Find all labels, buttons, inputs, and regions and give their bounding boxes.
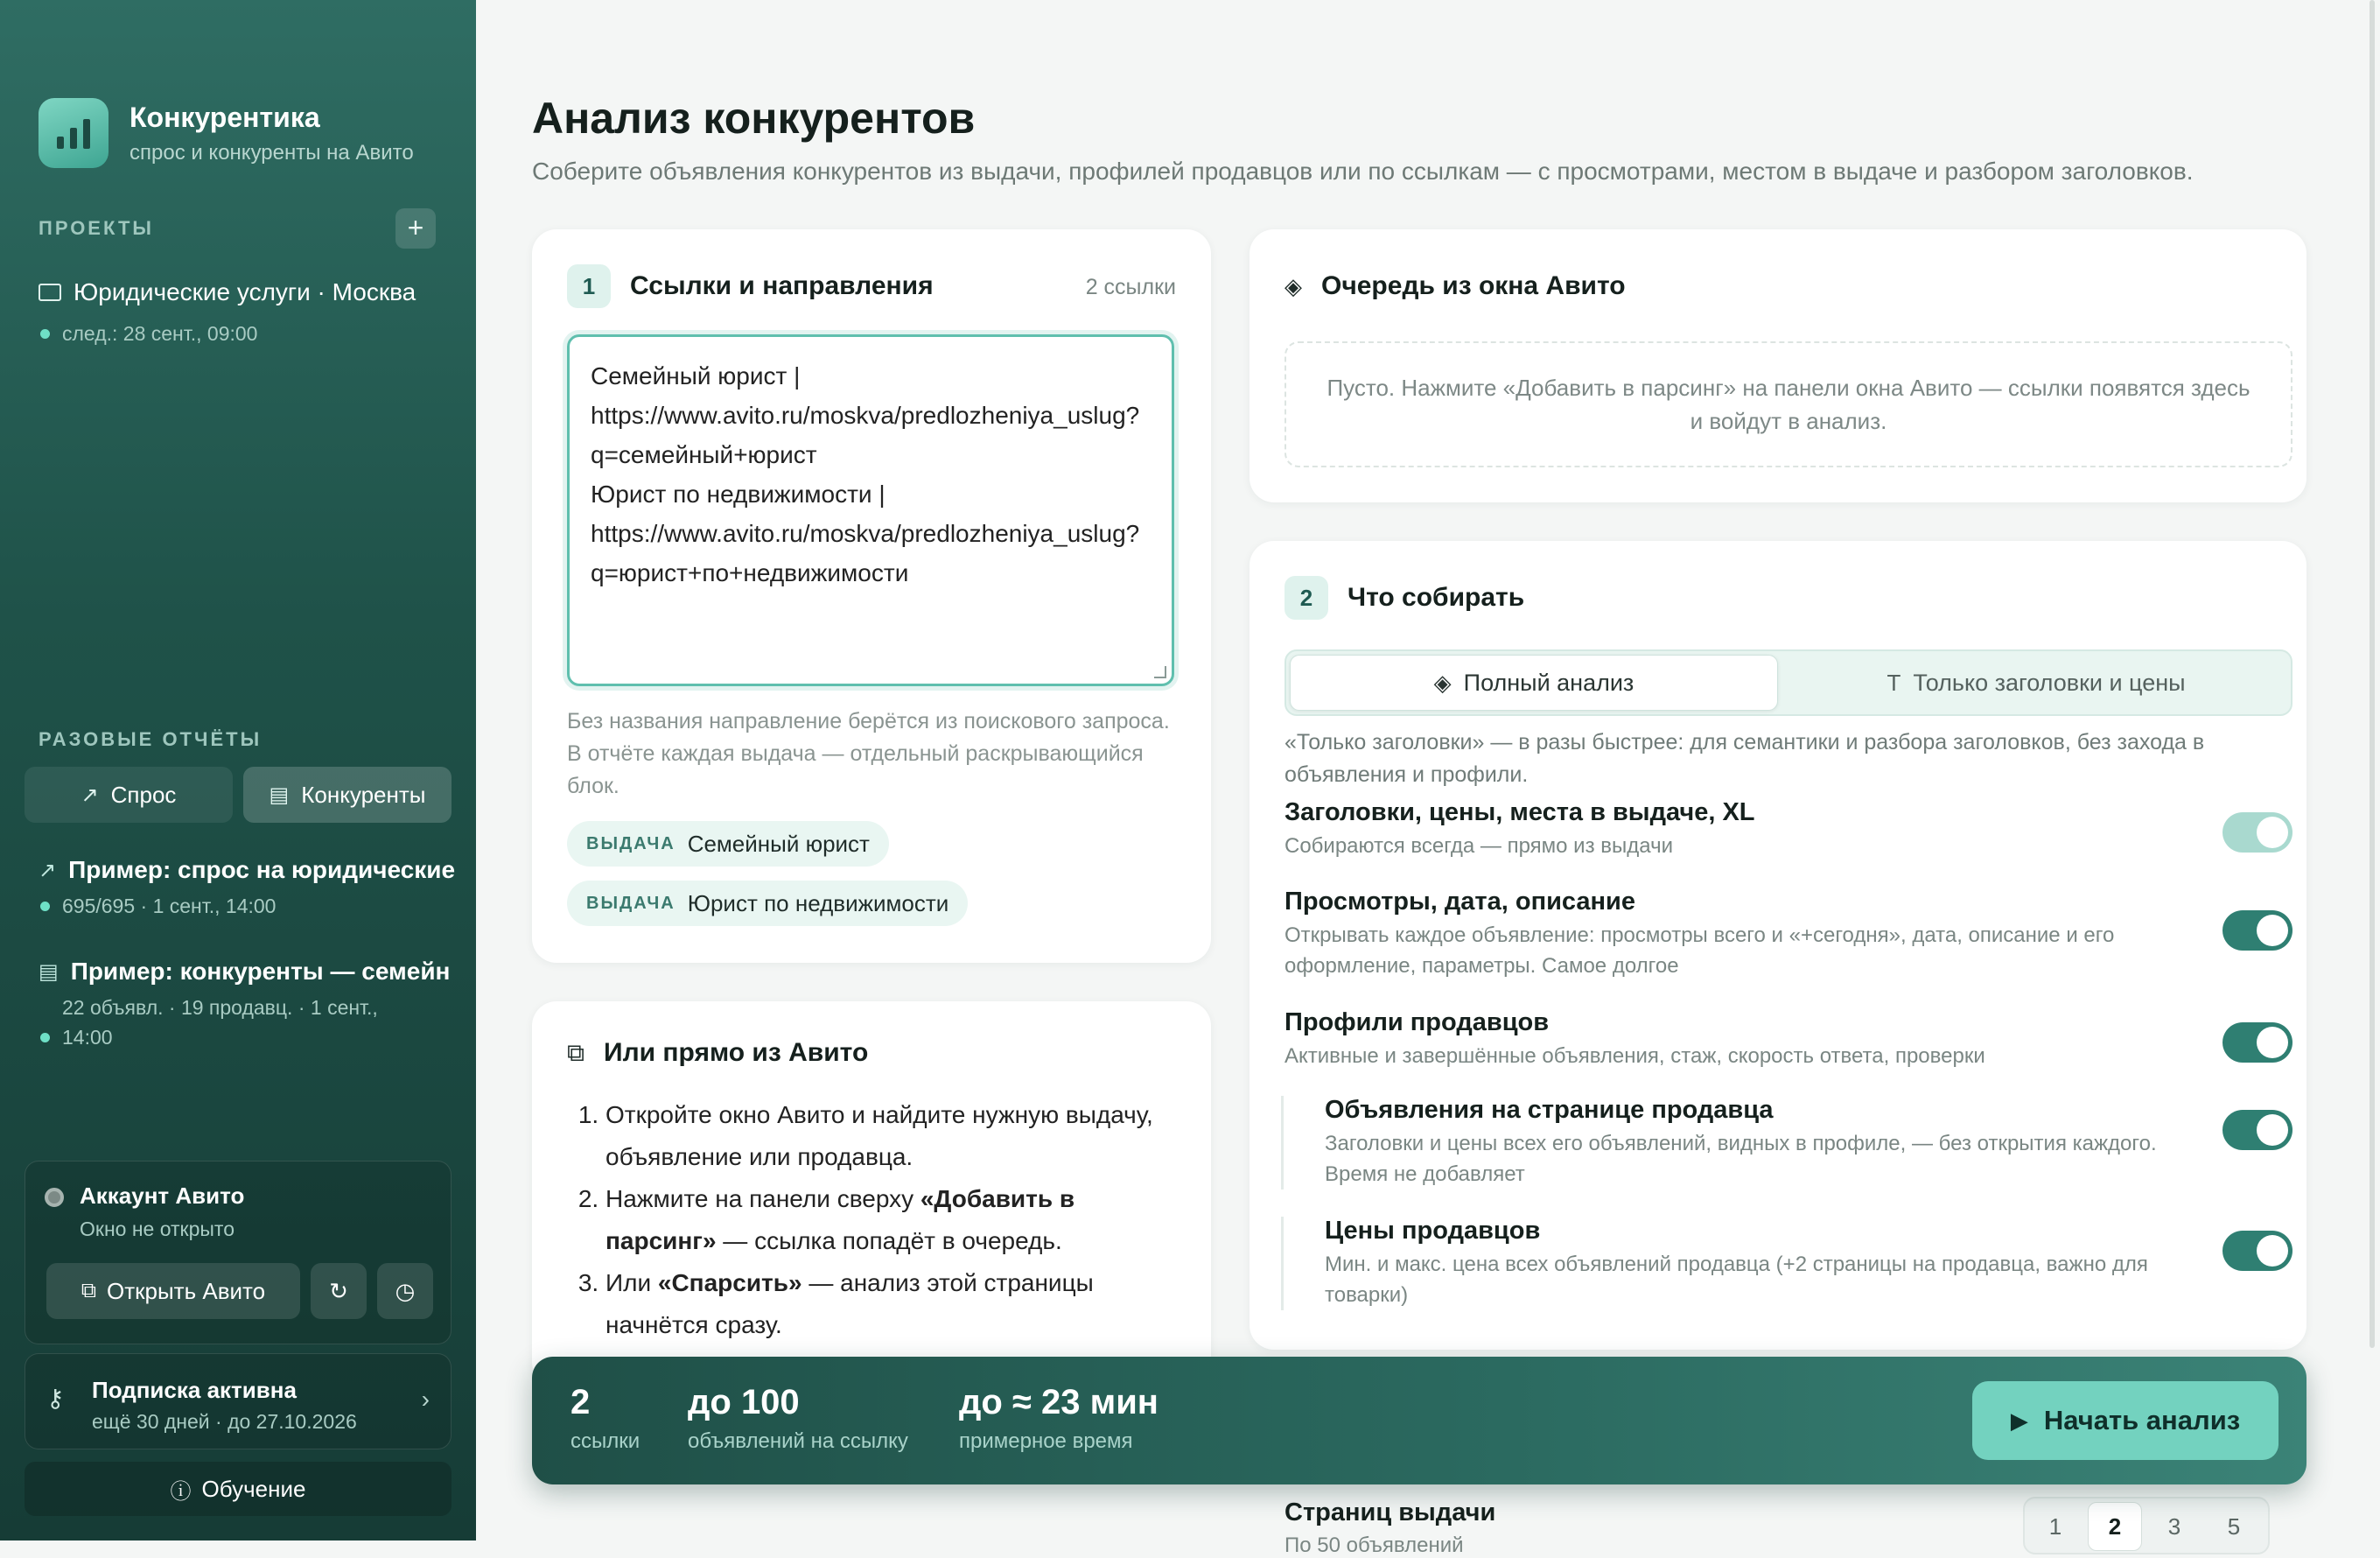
- instruction-step: 3. Или «Спарсить» — анализ этой страницы начнётся сразу.: [606, 1262, 1190, 1346]
- stat-label: примерное время: [959, 1429, 1133, 1453]
- page-option[interactable]: 1: [2048, 1512, 2062, 1540]
- direction-chip: [567, 881, 968, 926]
- option-desc: Открывать каждое объявление: просмотры всего и «+сегодня», дата, описание и его оформление, параметры. Самое долгое: [1284, 923, 2115, 978]
- links-count: 2 ссылки: [1085, 275, 1176, 299]
- chip-tag: ВЫДАЧА: [586, 833, 676, 853]
- option-title: Профили продавцов: [1284, 1008, 1550, 1036]
- start-label: Начать анализ: [2043, 1405, 2241, 1435]
- account-status: Окно не открыто: [80, 1218, 234, 1240]
- pages-title: Страниц выдачи: [1284, 1498, 1496, 1526]
- logo-chart-icon: [38, 98, 108, 168]
- refresh-button[interactable]: [311, 1263, 367, 1319]
- stat-label: объявлений на ссылку: [688, 1429, 908, 1453]
- toggle-titles-prices[interactable]: [2222, 812, 2292, 853]
- links-card-title: Ссылки и направления: [630, 271, 934, 300]
- stat-links: [570, 1383, 640, 1454]
- stat-value: до 100: [688, 1383, 800, 1421]
- option-title: Заголовки, цены, места в выдаче, XL: [1284, 798, 1755, 826]
- scrollbar[interactable]: [2370, 0, 2375, 1348]
- refresh-icon: ↻: [329, 1277, 348, 1304]
- page-title: Анализ конкурентов: [532, 94, 976, 143]
- option-seller-profiles: [1284, 1008, 2292, 1071]
- instruction-step: 1. Откройте окно Авито и найдите нужную выдачу, объявление или продавца.: [606, 1094, 1190, 1178]
- chip-value: Семейный юрист: [687, 830, 870, 857]
- status-dot: [45, 1188, 64, 1207]
- add-project-button[interactable]: +: [396, 208, 436, 249]
- links-textarea[interactable]: Семейный юрист | https://www.avito.ru/moskva/predlozheniya_uslug?q=семейный+юрист Юрист по недвижимости | https://www.avito.ru/moskva/predlozheniya_uslug?q=юрист+по+недвижимости: [567, 334, 1174, 686]
- clock-icon: ◷: [395, 1277, 416, 1304]
- learn-button[interactable]: [24, 1462, 452, 1516]
- tab-competitors[interactable]: [243, 767, 452, 823]
- report-title: Пример: конкуренты — семейн: [70, 958, 451, 985]
- analysis-mode-tabs: [1284, 649, 2292, 716]
- layers-icon: ◈: [1284, 272, 1302, 299]
- trend-icon: ↗: [80, 783, 99, 807]
- tab-competitors-label: Конкуренты: [301, 781, 426, 808]
- store-icon: ▤: [269, 783, 290, 807]
- links-card: [532, 229, 1211, 963]
- status-dot: [40, 902, 50, 911]
- report-meta: 695/695 · 1 сент., 14:00: [62, 895, 276, 917]
- brand-subtitle: спрос и конкуренты на Авито: [130, 140, 414, 165]
- collect-card-title: Что собирать: [1348, 583, 1525, 612]
- layers-icon: ◈: [1433, 669, 1452, 696]
- trend-icon: ↗: [38, 858, 57, 882]
- avito-account-panel: [24, 1161, 452, 1344]
- play-icon: ▶: [2010, 1407, 2028, 1434]
- option-titles-prices: [1284, 798, 2292, 861]
- toggle-seller-listings[interactable]: [2222, 1110, 2292, 1150]
- reports-label: РАЗОВЫЕ ОТЧЁТЫ: [38, 728, 262, 750]
- brand: [38, 98, 414, 168]
- toggle-seller-profiles[interactable]: [2222, 1022, 2292, 1063]
- learn-label: Обучение: [201, 1475, 306, 1502]
- subscription-meta: ещё 30 дней · до 27.10.2026: [92, 1410, 357, 1433]
- history-button[interactable]: [377, 1263, 433, 1319]
- text-icon: T: [1886, 669, 1901, 696]
- queue-card-title: Очередь из окна Авито: [1321, 271, 1626, 300]
- external-link-icon: ⧉: [80, 1279, 97, 1302]
- brand-title: Конкурентика: [130, 101, 320, 133]
- instructions-list: [578, 1094, 1190, 1346]
- option-title: Объявления на странице продавца: [1325, 1096, 1774, 1124]
- account-title: Аккаунт Авито: [80, 1183, 245, 1209]
- mode-note: «Только заголовки» — в разы быстрее: для семантики и разбора заголовков, без захода в объявления и профили.: [1284, 730, 2205, 787]
- queue-empty-state: Пусто. Нажмите «Добавить в парсинг» на панели окна Авито — ссылки появятся здесь и войдут в анализ.: [1284, 341, 2292, 467]
- option-title: Просмотры, дата, описание: [1284, 888, 1636, 916]
- report-item[interactable]: [38, 856, 456, 921]
- tab-titles-only[interactable]: [1792, 655, 2280, 711]
- tab-label: Только заголовки и цены: [1913, 669, 2186, 696]
- tab-label: Полный анализ: [1463, 669, 1634, 696]
- report-meta: 22 объявл. · 19 продавц. · 1 сент., 14:00: [62, 996, 378, 1049]
- page-option[interactable]: 3: [2167, 1512, 2181, 1540]
- option-seller-prices: [1325, 1217, 2292, 1310]
- external-link-icon: ⧉: [567, 1038, 584, 1066]
- page-option-selected[interactable]: 2: [2088, 1502, 2142, 1551]
- toggle-views-date[interactable]: [2222, 910, 2292, 951]
- page-option[interactable]: 5: [2227, 1512, 2241, 1540]
- start-analysis-button[interactable]: [1972, 1381, 2278, 1460]
- tab-demand[interactable]: [24, 767, 233, 823]
- subscription-panel[interactable]: [24, 1353, 452, 1449]
- tab-full-analysis[interactable]: [1290, 655, 1778, 711]
- pages-subtitle: По 50 объявлений: [1284, 1533, 1464, 1557]
- projects-label: ПРОЕКТЫ: [38, 217, 154, 239]
- report-item[interactable]: [38, 958, 451, 1052]
- project-item[interactable]: [38, 278, 450, 348]
- option-views-date: [1284, 888, 2292, 981]
- links-hint: Без названия направление берётся из поискового запроса. В отчёте каждая выдача — отдельный раскрывающийся блок.: [567, 709, 1170, 798]
- sidebar: [0, 0, 476, 1540]
- stat-value: до ≈ 23 мин: [959, 1383, 1158, 1421]
- option-desc: Активные и завершённые объявления, стаж, скорость ответа, проверки: [1284, 1044, 1985, 1068]
- stat-label: ссылки: [570, 1429, 640, 1453]
- status-dot: [40, 1033, 50, 1042]
- resize-handle[interactable]: [1154, 666, 1166, 678]
- project-meta: след.: 28 сент., 09:00: [62, 322, 258, 345]
- store-icon: ▤: [38, 959, 59, 984]
- option-desc: Мин. и макс. цена всех объявлений продавца (+2 страницы на продавца, важно для товарки): [1325, 1253, 2148, 1307]
- step-number: 2: [1284, 576, 1328, 620]
- report-title: Пример: спрос на юридические: [68, 856, 456, 883]
- direction-chip: [567, 821, 889, 867]
- toggle-seller-prices[interactable]: [2222, 1231, 2292, 1271]
- key-icon: ⚷: [46, 1385, 65, 1412]
- stat-value: 2: [570, 1383, 591, 1421]
- info-icon: ⓘ: [170, 1479, 192, 1504]
- collect-card: [1250, 541, 2306, 1350]
- direct-card-title: Или прямо из Авито: [604, 1038, 869, 1067]
- chip-tag: ВЫДАЧА: [586, 893, 676, 913]
- chevron-right-icon: ›: [421, 1386, 430, 1413]
- direct-avito-card: [532, 1001, 1211, 1386]
- queue-card: [1250, 229, 2306, 502]
- status-dot: [40, 329, 50, 339]
- tab-demand-label: Спрос: [110, 781, 177, 808]
- open-avito-button[interactable]: [46, 1263, 300, 1319]
- folder-icon: [38, 284, 61, 301]
- option-desc: Заголовки и цены всех его объявлений, видных в профиле, — без открытия каждого. Время не добавляет: [1325, 1132, 2157, 1186]
- page-subtitle: Соберите объявления конкурентов из выдачи, профилей продавцов или по ссылкам — с просмотрами, местом в выдаче и разбором заголовков.: [532, 158, 2194, 185]
- instruction-step: 2. Нажмите на панели сверху «Добавить в парсинг» — ссылка попадёт в очередь.: [606, 1178, 1190, 1262]
- option-desc: Собираются всегда — прямо из выдачи: [1284, 834, 1673, 858]
- project-name: Юридические услуги · Москва: [74, 278, 416, 305]
- chip-value: Юрист по недвижимости: [687, 889, 949, 916]
- step-number: 1: [567, 264, 611, 308]
- option-title: Цены продавцов: [1325, 1217, 1541, 1245]
- subscription-title: Подписка активна: [92, 1377, 297, 1403]
- stat-time: [959, 1383, 1158, 1454]
- pages-selector: [2023, 1497, 2270, 1554]
- stat-listings: [688, 1383, 908, 1454]
- summary-bar: [532, 1357, 2306, 1484]
- option-seller-listings: [1325, 1096, 2292, 1190]
- open-avito-label: Открыть Авито: [107, 1277, 266, 1304]
